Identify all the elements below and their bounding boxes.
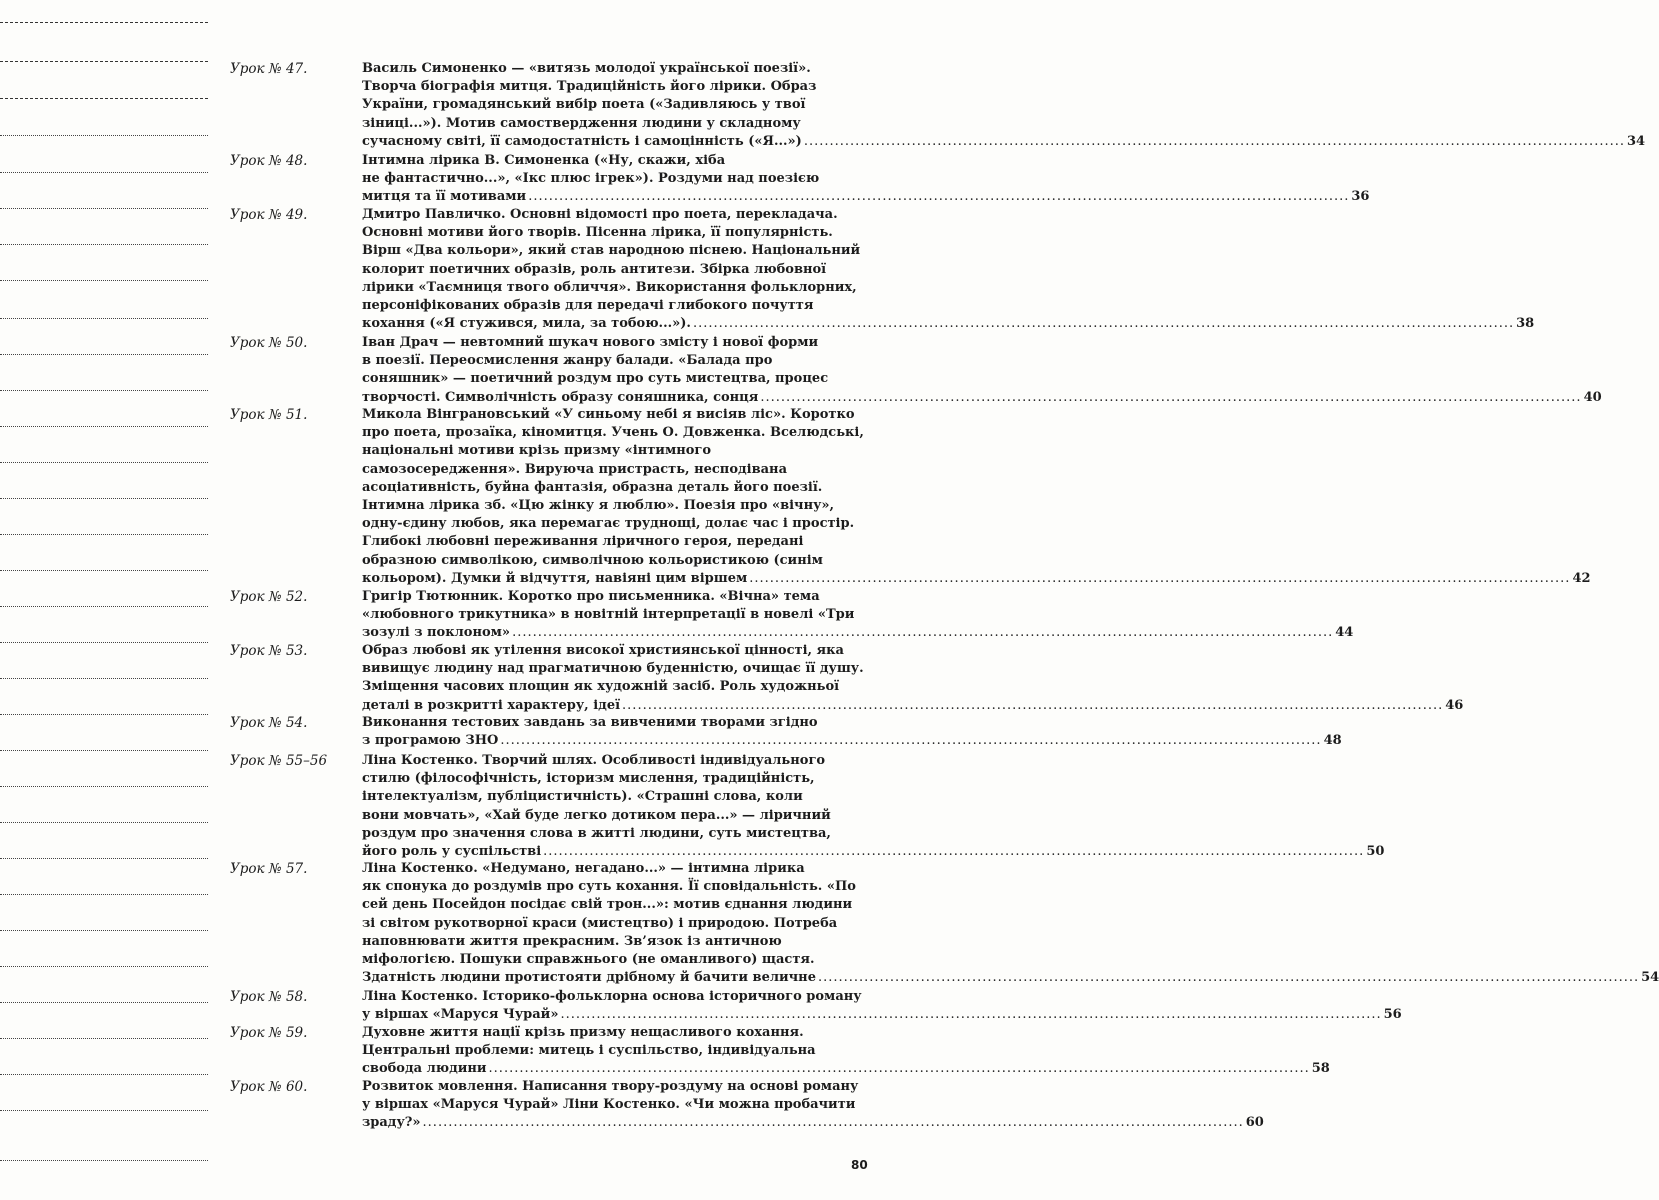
lesson-page-number: 50 [1366,843,1385,859]
lesson-line-text: у віршах «Маруся Чурай» [362,1007,559,1023]
margin-rule [0,822,208,823]
lesson-page-number: 56 [1383,1007,1402,1023]
lesson-description [362,752,1385,861]
lesson-line [362,732,1342,750]
lesson-line: персоніфікованих образів для передачі глибокого почуття [362,297,814,313]
lesson-line: Образ любові як утілення високої християнської цінності, яка [362,643,844,658]
lesson-line: соняшник» — поетичний роздум про суть мистецтва, процес [362,371,829,387]
lesson-line: одну-єдину любов, яка перемагає труднощі, долає час і простір. [362,516,855,532]
lesson-line-text: зозулі з поклоном» [362,625,511,641]
margin-rule [0,642,208,643]
leader-dots: ................................................................................................................................................................ [488,1061,1310,1077]
lesson-line: про поета, прозаїка, кіномитця. Учень О. Довженка. Вселюдські, [362,425,864,441]
lesson-line: Центральні проблеми: митець і суспільство, індивідуальна [362,1043,816,1059]
lesson-label: Урок № 50. [230,335,308,351]
lesson-line-text: зраду?» [362,1115,421,1131]
lesson-line: самозосередження». Вируюча пристрасть, несподівана [362,461,787,477]
lesson-line: України, громадянський вибір поета («Задивляюсь у твої [362,97,806,113]
margin-rule [0,390,208,391]
lesson-label: Урок № 49. [230,207,308,223]
margin-rule [0,858,208,859]
margin-rule [0,462,208,463]
leader-dots: ................................................................................................................................................................ [760,389,1582,405]
margin-rule [0,61,208,62]
lesson-description [362,1078,1264,1133]
lesson-line: Микола Вінграновський «У синьому небі я висіяв ліс». Коротко [362,407,855,422]
lesson-label: Урок № 53. [230,643,308,659]
lesson-page-number: 42 [1572,570,1591,586]
lesson-line: Духовне життя нації крізь призму нещасливого кохання. [362,1025,804,1040]
lesson-page-number: 38 [1516,316,1535,332]
lesson-line-text: кольором). Думки й відчуття, навіяні цим віршем [362,570,748,586]
margin-rule [0,22,208,23]
lesson-label: Урок № 54. [230,715,308,731]
leader-dots: ................................................................................................................................................................ [543,843,1365,859]
lesson-line-text: кохання («Я стужився, мила, за тобою...»). [362,316,691,332]
margin-rule [0,318,208,319]
lesson-line-text: деталі в розкритті характеру, ідеї [362,697,621,713]
margin-rule [0,1160,208,1161]
lesson-line: не фантастично...», «Ікс плюс ігрек»). Роздуми над поезією [362,171,820,187]
lesson-line: Григір Тютюнник. Коротко про письменника. «Вічна» тема [362,589,820,604]
margin-rule [0,244,208,245]
lesson-label: Урок № 59. [230,1025,308,1041]
margin-rule [0,208,208,209]
lesson-description [362,206,1535,333]
lesson-line [362,570,1591,588]
margin-rule [0,1074,208,1075]
lesson-label: Урок № 55–56 [230,753,328,769]
leader-dots: ................................................................................................................................................................ [512,625,1334,641]
lesson-line: Зміщення часових площин як художній засіб. Роль художньої [362,679,840,695]
lesson-page-number: 44 [1335,625,1354,641]
margin-rule [0,98,208,99]
page-number: 80 [851,1158,868,1172]
lesson-line: міфологією. Пошуки справжнього (не оманливого) щастя. [362,951,815,967]
lesson-line: Іван Драч — невтомний шукач нового змісту і нової форми [362,335,819,350]
lesson-description [362,1024,1330,1079]
leader-dots: ................................................................................................................................................................ [622,697,1444,713]
margin-rule [0,678,208,679]
lesson-label: Урок № 51. [230,407,308,423]
lesson-line: інтелектуалізм, публіцистичність). «Страшні слова, коли [362,789,803,805]
lesson-page-number: 60 [1245,1115,1264,1131]
lesson-line: Ліна Костенко. «Недумано, негадано...» — інтимна лірика [362,861,805,876]
margin-rule [0,135,208,136]
margin-rule [0,966,208,967]
lesson-label: Урок № 52. [230,589,308,605]
lesson-line-text: митця та її мотивами [362,189,527,205]
margin-rule [0,498,208,499]
lesson-line: Вірш «Два кольори», який став народною піснею. Національний [362,243,861,259]
lesson-line [362,624,1354,642]
left-margin-rules [0,0,212,1200]
lesson-line: лірики «Таємниця твого обличчя». Використання фольклорних, [362,279,857,295]
lesson-line [362,389,1602,407]
lesson-description [362,152,1370,207]
lesson-description [362,860,1659,987]
lesson-line: в поезії. Переосмислення жанру балади. «Балада про [362,353,773,369]
lesson-line: зіниці...»). Мотив самоствердження людини у складному [362,115,801,131]
margin-rule [0,750,208,751]
lesson-page-number: 46 [1445,697,1464,713]
lesson-description [362,406,1591,588]
lesson-line-text: його роль у суспільстві [362,843,542,859]
lesson-page-number: 54 [1641,970,1659,986]
margin-rule [0,606,208,607]
lesson-label: Урок № 47. [230,61,308,77]
lesson-line: зі світом рукотворної краси (мистецтво) і природою. Потреба [362,915,838,931]
margin-rule [0,786,208,787]
lesson-description [362,588,1354,643]
lesson-line: стилю (філософічність, історизм мислення, традиційність, [362,771,815,787]
leader-dots: ................................................................................................................................................................ [528,189,1350,205]
lesson-line: асоціативність, буйна фантазія, образна деталь його поезії. [362,479,823,495]
lesson-line: Розвиток мовлення. Написання твору-роздуму на основі роману [362,1079,859,1094]
lesson-line: Василь Симоненко — «витязь молодої української поезії». [362,61,811,76]
margin-rule [0,1002,208,1003]
lesson-line: наповнювати життя прекрасним. Зв’язок із античною [362,933,782,949]
margin-rule [0,354,208,355]
lesson-description [362,60,1646,151]
lesson-description [362,988,1402,1024]
lesson-label: Урок № 60. [230,1079,308,1095]
lesson-line: вивищує людину над прагматичною буденністю, очищає її душу. [362,661,864,677]
margin-rule [0,280,208,281]
margin-rule [0,172,208,173]
lesson-line: Інтимна лірика зб. «Цю жінку я люблю». Поезія про «вічну», [362,497,835,513]
leader-dots: ................................................................................................................................................................ [692,316,1515,332]
lesson-line [362,843,1385,861]
lesson-line: Основні мотиви його творів. Пісенна лірика, її популярність. [362,225,833,241]
lesson-line: роздум про значення слова в житті людини, суть мистецтва, [362,825,831,841]
lesson-description [362,714,1342,750]
margin-rule [0,714,208,715]
lesson-page-number: 40 [1583,389,1602,405]
lesson-line: образною символікою, символічною кольористикою (синім [362,552,823,568]
lesson-line [362,188,1370,206]
lesson-line: вони мовчать», «Хай буде легко дотиком пера...» — ліричний [362,807,831,823]
lesson-description [362,642,1464,715]
margin-rule [0,930,208,931]
lesson-page-number: 34 [1626,133,1646,149]
leader-dots: ................................................................................................................................................................ [560,1007,1382,1023]
lesson-page-number: 36 [1351,189,1370,205]
margin-rule [0,1038,208,1039]
lesson-line: Інтимна лірика В. Симоненка («Ну, скажи, хіба [362,153,726,168]
lesson-line: Творча біографія митця. Традиційність його лірики. Образ [362,79,817,95]
lesson-line: сей день Посейдон посідає свій трон...»: мотив єднання людини [362,897,853,913]
margin-rule [0,426,208,427]
lesson-line: у віршах «Маруся Чурай» Ліни Костенко. «Чи можна пробачити [362,1097,856,1113]
margin-rule [0,894,208,895]
margin-rule [0,1110,208,1111]
lesson-line: Дмитро Павличко. Основні відомості про поета, перекладача. [362,207,838,222]
lesson-line [362,1006,1402,1024]
margin-rule [0,570,208,571]
lesson-line [362,133,1646,151]
lesson-line [362,315,1535,333]
lesson-line: колорит поетичних образів, роль антитези. Збірка любовної [362,261,827,277]
leader-dots: ................................................................................................................................................................ [500,733,1322,749]
lesson-line: національні мотиви крізь призму «інтимного [362,443,712,459]
lesson-label: Урок № 48. [230,153,308,169]
margin-rule [0,534,208,535]
lesson-line: «любовного трикутника» в новітній інтерпретації в новелі «Три [362,607,855,623]
lesson-label: Урок № 58. [230,989,308,1005]
lesson-line: Глибокі любовні переживання ліричного героя, передані [362,534,804,550]
lesson-line-text: Здатність людини протистояти дрібному й бачити величне [362,970,816,986]
lesson-line-text: свобода людини [362,1061,487,1077]
leader-dots: ................................................................................................................................................................ [817,970,1640,986]
lesson-label: Урок № 57. [230,861,308,877]
lesson-line: Ліна Костенко. Творчий шлях. Особливості індивідуального [362,753,826,768]
lesson-page-number: 58 [1311,1061,1330,1077]
lesson-page-number: 48 [1323,733,1342,749]
lesson-line-text: творчості. Символічність образу соняшника, сонця [362,389,759,405]
leader-dots: ................................................................................................................................................................ [803,133,1625,149]
lesson-line [362,969,1659,987]
lesson-line [362,697,1464,715]
lesson-line [362,1060,1330,1078]
leader-dots: ................................................................................................................................................................ [749,570,1571,586]
lesson-line: як спонука до роздумів про суть кохання. Її сповідальність. «По [362,879,856,895]
lesson-line-text: сучасному світі, її самодостатність і самоцінність («Я...») [362,133,802,149]
lesson-line [362,1114,1264,1132]
lesson-description [362,334,1602,407]
leader-dots: ................................................................................................................................................................ [422,1115,1244,1131]
lesson-line-text: з програмою ЗНО [362,733,499,749]
lesson-line: Виконання тестових завдань за вивченими творами згідно [362,715,818,730]
lesson-line: Ліна Костенко. Історико-фольклорна основа історичного роману [362,989,862,1004]
